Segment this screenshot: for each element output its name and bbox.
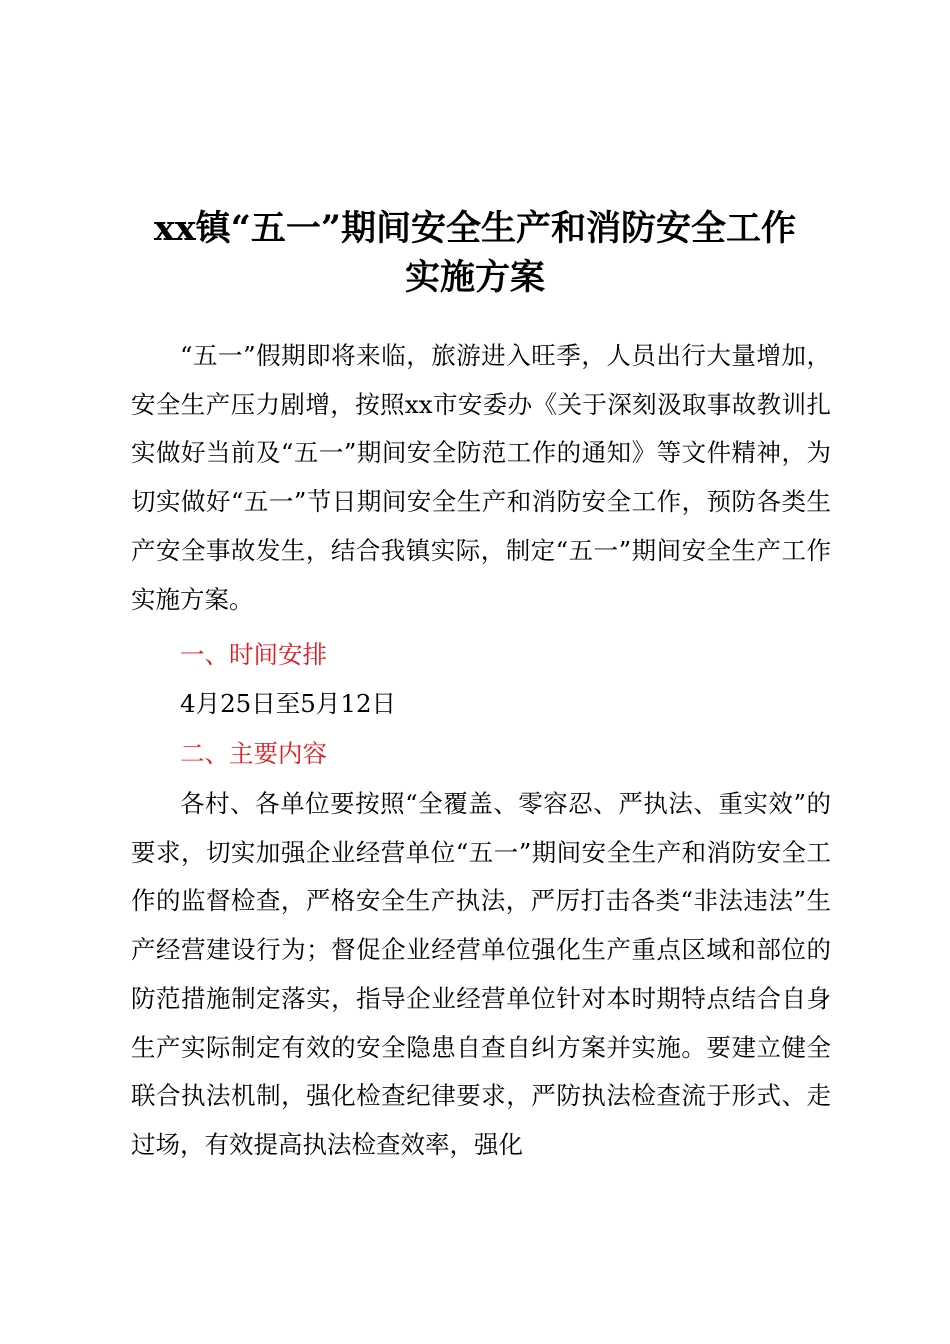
document-title-line-1: xx镇“五一”期间安全生产和消防安全工作 xyxy=(154,208,796,249)
main-content-paragraph: 各村、各单位要按照“全覆盖、零容忍、严执法、重实效”的要求，切实加强企业经营单位“五一”期间安全生产和消防安全工作的监督检查，严格安全生产执法，严厉打击各类“非法违法”生产经营建设行为；督促企业经营单位强化生产重点区域和部位的防范措施制定落实，指导企业经营单位针对本时期特点结合自身生产实际制定有效的安全隐患自查自纠方案并实施。要建立健全联合执法机制，强化检查纪律要求，严防执法检查流于形式、走过场，有效提高执法检查效率，强化 xyxy=(131,789,831,1159)
document-title-line-2: 实施方案 xyxy=(404,257,545,298)
section-heading-main-content: 二、主要内容 xyxy=(180,739,327,768)
intro-paragraph: “五一”假期即将来临，旅游进入旺季，人员出行大量增加，安全生产压力剧增，按照xx市安委办《关于深刻汲取事故教训扎实做好当前及“五一”期间安全防范工作的通知》等文件精神，为切实做好“五一”节日期间安全生产和消防安全工作，预防各类生产安全事故发生，结合我镇实际，制定“五一”期间安全生产工作实施方案。 xyxy=(131,341,831,614)
section-heading-schedule: 一、时间安排 xyxy=(180,640,327,669)
schedule-dates: 4月25日至5月12日 xyxy=(180,689,397,718)
